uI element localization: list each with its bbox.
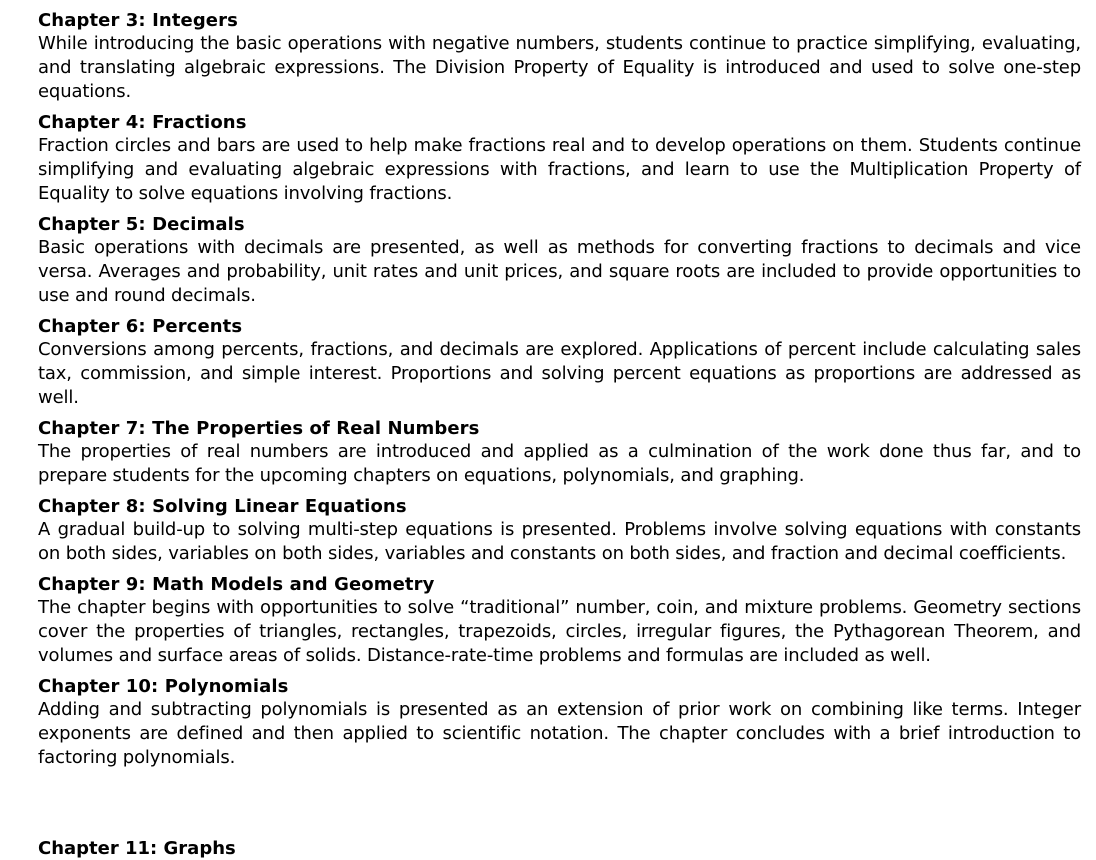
chapter-8-title: Chapter 8: Solving Linear Equations [38, 496, 407, 517]
chapter-6-title: Chapter 6: Percents [38, 316, 243, 337]
chapter-5 [38, 213, 1081, 308]
chapter-6-description: Conversions among percents, fractions, and decimals are explored. Applications of percent include calculating sales tax, commission, and simple interest. Proportions and solving percent equations as proportions are addressed as well. [38, 339, 1081, 408]
chapter-7-title: Chapter 7: The Properties of Real Numbers [38, 418, 480, 439]
chapter-9-title: Chapter 9: Math Models and Geometry [38, 574, 435, 595]
chapter-6 [38, 315, 1081, 410]
chapter-11-title-clipped: Chapter 11: Graphs [38, 838, 236, 859]
chapter-10 [38, 675, 1081, 770]
chapter-3 [38, 9, 1081, 104]
chapter-5-description: Basic operations with decimals are presented, as well as methods for converting fractions to decimals and vice versa. Averages and probability, unit rates and unit prices, and square roots are included to provide opportunities to use and round decimals. [38, 237, 1081, 306]
chapter-10-title: Chapter 10: Polynomials [38, 676, 289, 697]
chapter-list [38, 9, 1081, 777]
chapter-4-description: Fraction circles and bars are used to help make fractions real and to develop operations on them. Students continue simplifying and evaluating algebraic expressions with fractions, and learn to use the Multiplication Property of Equality to solve equations involving fractions. [38, 135, 1081, 204]
chapter-7-description: The properties of real numbers are introduced and applied as a culmination of the work done thus far, and to prepare students for the upcoming chapters on equations, polynomials, and graphing. [38, 441, 1081, 486]
chapter-9 [38, 573, 1081, 668]
chapter-5-title: Chapter 5: Decimals [38, 214, 245, 235]
chapter-3-title: Chapter 3: Integers [38, 10, 238, 31]
chapter-9-description: The chapter begins with opportunities to solve “traditional” number, coin, and mixture problems. Geometry sections cover the properties of triangles, rectangles, trapezoids, circles, irregular figures, the Pythagorean Theorem, and volumes and surface areas of solids. Distance-rate-time problems and formulas are included as well. [38, 597, 1081, 666]
chapter-3-description: While introducing the basic operations with negative numbers, students continue to practice simplifying, evaluating, and translating algebraic expressions. The Division Property of Equality is introduced and used to solve one-step equations. [38, 33, 1081, 102]
chapter-4-title: Chapter 4: Fractions [38, 112, 247, 133]
chapter-4 [38, 111, 1081, 206]
chapter-7 [38, 417, 1081, 488]
chapter-8-description: A gradual build-up to solving multi-step equations is presented. Problems involve solving equations with constants on both sides, variables on both sides, variables and constants on both sides, and fraction and decimal coefficients. [38, 519, 1081, 564]
chapter-10-description: Adding and subtracting polynomials is presented as an extension of prior work on combining like terms. Integer exponents are defined and then applied to scientific notation. The chapter concludes with a brief introduction to factoring polynomials. [38, 699, 1081, 768]
chapter-8 [38, 495, 1081, 566]
